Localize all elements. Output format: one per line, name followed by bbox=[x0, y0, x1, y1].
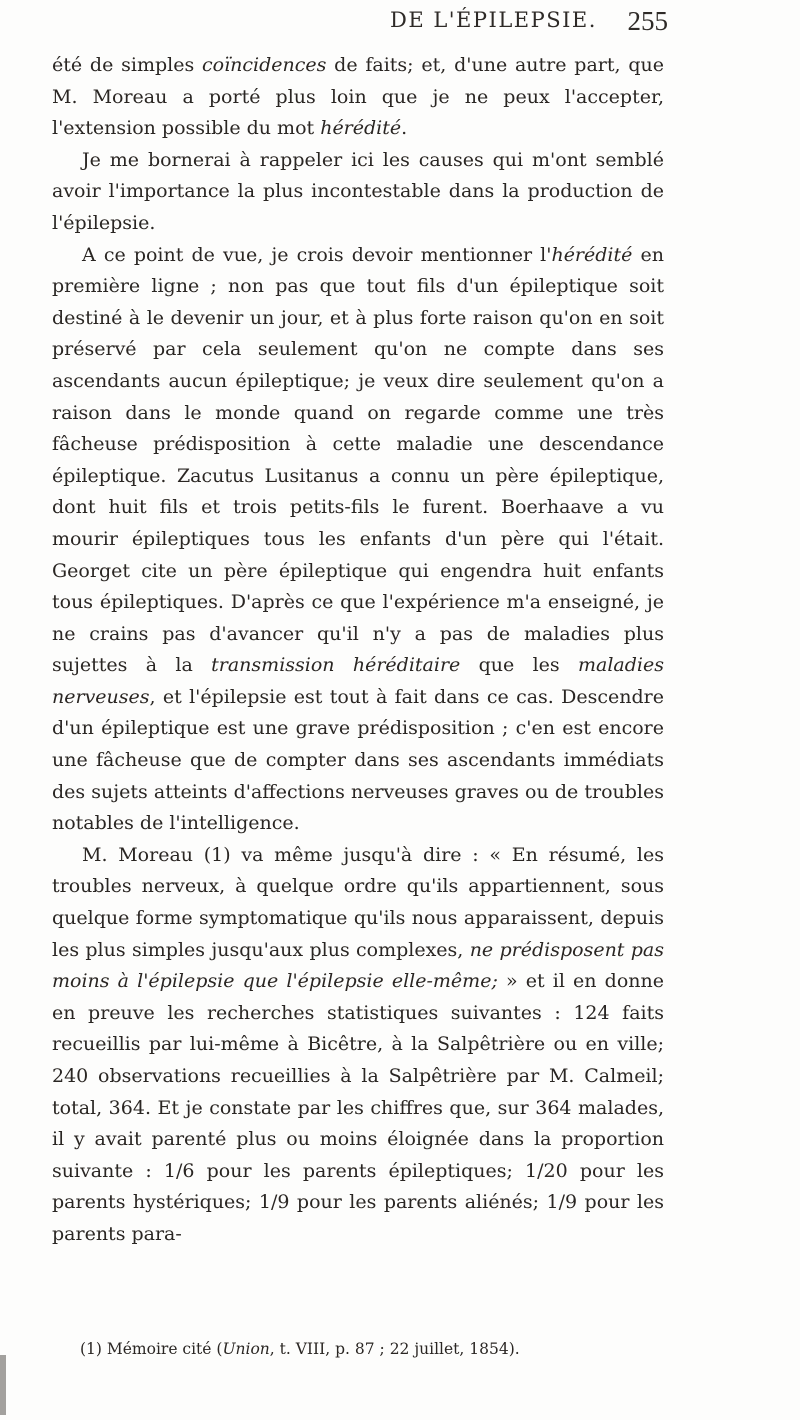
text-run: Je me bornerai à rappeler ici les causes qui m'ont semblé avoir l'importance la plus incontestable dans la production de l'épilepsie. bbox=[52, 148, 664, 234]
text-run: été de simples bbox=[52, 54, 202, 76]
footnote-text: , t. VIII, p. 87 ; 22 juillet, 1854). bbox=[269, 1340, 520, 1358]
paragraph bbox=[52, 145, 664, 240]
paragraph bbox=[52, 840, 664, 1251]
italic-text: transmission héréditaire bbox=[211, 654, 461, 677]
italic-text: hérédité bbox=[320, 117, 402, 140]
page-number: 255 bbox=[627, 6, 668, 36]
italic-text: coïncidences bbox=[201, 54, 327, 76]
text-run: de faits; et, d'une autre part, que M. Moreau a porté plus loin que je ne peux l'accepter, l'extension possible du mot bbox=[52, 54, 664, 140]
text-run: , et l'épilepsie est tout à fait dans ce cas. Descendre d'un épileptique est une grave prédisposition ; c'en est encore une fâcheuse que de compter dans ses ascendants immédiats des sujets atteints d'affections nerveuses graves ou de troubles notables de l'intelligence. bbox=[52, 685, 664, 835]
paragraph bbox=[52, 50, 664, 145]
paragraph bbox=[52, 240, 664, 840]
footnote-text: (1) Mémoire cité ( bbox=[80, 1340, 223, 1358]
binding-edge-shadow bbox=[0, 1355, 6, 1415]
footnote-italic-text: Union bbox=[222, 1340, 270, 1358]
text-run: que les bbox=[460, 654, 579, 677]
italic-text: maladies nerveuses bbox=[52, 654, 664, 708]
text-run: M. Moreau (1) va même jusqu'à dire : « En résumé, les troubles nerveux, à quelque ordre qu'ils appartiennent, sous quelque forme symptomatique qu'ils nous apparaissent, depuis les plus simples jusqu'aux plus complexes, bbox=[52, 843, 664, 961]
running-head bbox=[52, 6, 668, 40]
text-run: . bbox=[401, 117, 408, 140]
footnote bbox=[80, 1340, 670, 1358]
text-run: » et il en donne en preuve les recherches statistiques suivantes : 124 faits recueillis par lui-même à Bicêtre, à la Salpêtrière ou en ville; 240 observations recueillies à la Salpêtrière par M. Calmeil; total, 364. Et je constate par les chiffres que, sur 364 malades, il y avait parenté plus ou moins éloignée dans la proportion suivante : 1/6 pour les parents épileptiques; 1/20 pour les parents hystériques; 1/9 pour les parents aliénés; 1/9 pour les parents para- bbox=[52, 970, 664, 1245]
text-run: A ce point de vue, je crois devoir mentionner l' bbox=[82, 243, 552, 266]
text-run: en première ligne ; non pas que tout fils d'un épileptique soit destiné à le devenir un jour, et à plus forte raison qu'on en soit préservé par cela seulement qu'on ne compte dans ses ascendants aucun épileptique; je veux dire seulement qu'on a raison dans le monde quand on regarde comme une très fâcheuse prédisposition à cette maladie une descendance épileptique. Zacutus Lusitanus a connu un père épileptique, dont huit fils et trois petits-fils le furent. Boerhaave a vu mourir épileptiques tous les enfants d'un père qui l'était. Georget cite un père épileptique qui engendra huit enfants tous épileptiques. D'après ce que l'expérience m'a enseigné, je ne crains pas d'avancer qu'il n'y a pas de maladies plus sujettes à la bbox=[52, 243, 664, 677]
italic-text: ne prédisposent pas moins à l'épilepsie que l'épilepsie elle-même; bbox=[52, 938, 665, 993]
body-text bbox=[52, 50, 664, 1251]
italic-text: hérédité bbox=[551, 243, 633, 266]
running-title: DE L'ÉPILEPSIE. bbox=[390, 8, 597, 32]
